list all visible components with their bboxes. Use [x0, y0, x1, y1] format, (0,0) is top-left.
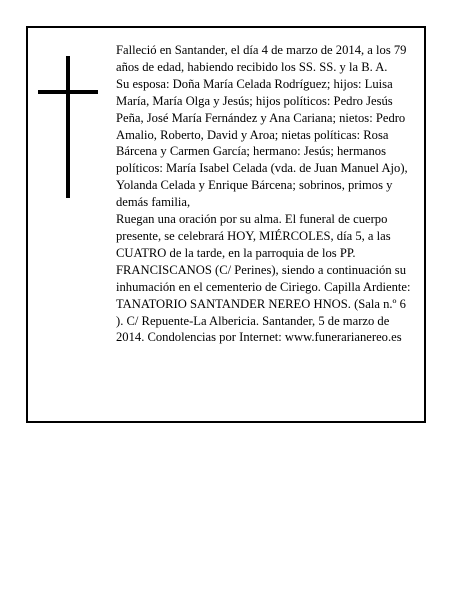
obituary-paragraph-family: Su esposa: Doña María Celada Rodríguez; hijos: Luisa María, María Olga y Jesús; hijos políticos: Pedro Jesús Peña, José María Fernández y Ana Cariana; nietos: Pedro Amalio, Roberto, David y Aroa; nietas políticas: Rosa Bárcena y Carmen García; hermano: Jesús; hermanos políticos: María Isabel Celada (vda. de Juan Manuel Ajo), Yolanda Celada y Enrique Bárcena; sobrinos, primos y demás familia, [116, 76, 408, 210]
cross-vertical-bar [66, 56, 70, 198]
obituary-notice [26, 26, 426, 423]
cross-icon [38, 56, 98, 198]
cross-horizontal-bar [38, 90, 98, 94]
obituary-paragraph-funeral: Ruegan una oración por su alma. El funeral de cuerpo presente, se celebrará HOY, MIÉRCOLES, día 5, a las CUATRO de la tarde, en la parroquia de los PP. FRANCISCANOS (C/ Perines), siendo a continuación su inhumación en el cementerio de Ciriego. Capilla Ardiente: TANATORIO SANTANDER NEREO HNOS. (Sala n.º 6 ). C/ Repuente-La Albericia. Santander, 5 de marzo de 2014. Condolencias por Internet: www.funerarianereo.es [116, 212, 411, 345]
obituary-text [116, 42, 416, 346]
obituary-paragraph-death: Falleció en Santander, el día 4 de marzo de 2014, a los 79 años de edad, habiendo recibido los SS. SS. y la B. A. [116, 43, 407, 74]
